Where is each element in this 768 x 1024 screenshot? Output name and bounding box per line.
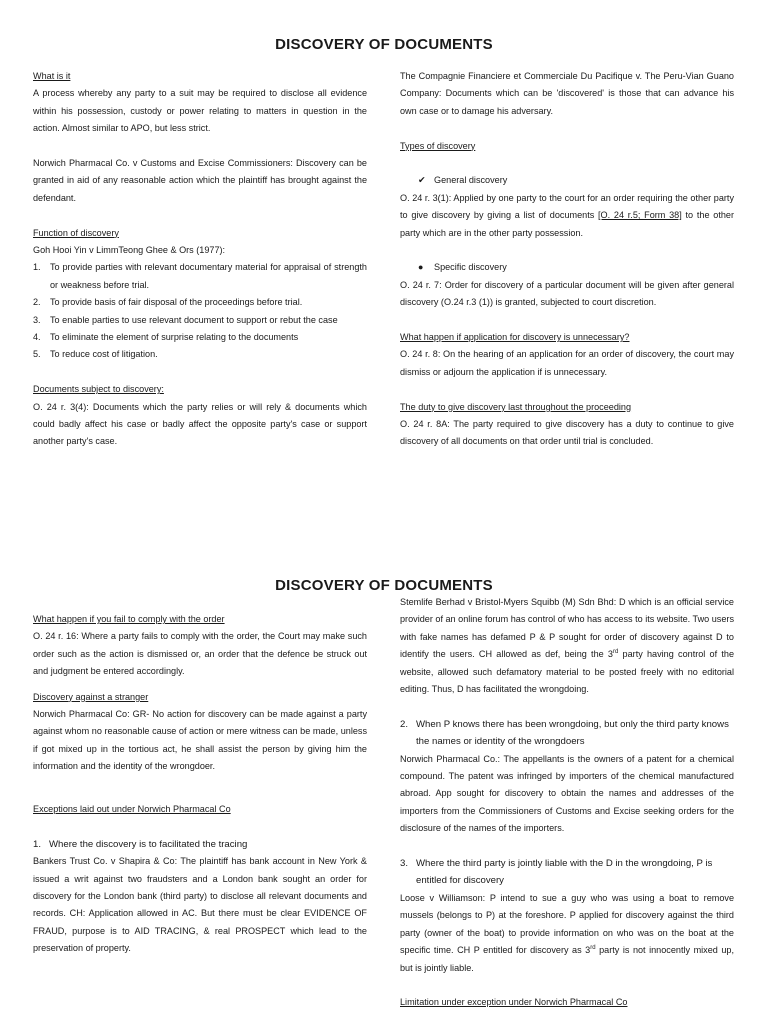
- paragraph-duty: O. 24 r. 8A: The party required to give discovery has a duty to continue to give discovery of all documents on that order until trial is concluded.: [400, 419, 734, 447]
- paragraph-subject: O. 24 r. 3(4): Documents which the party relies or will rely & documents which could badly affect his case or badly affect the opposite party's case or support another party's case.: [33, 401, 367, 447]
- list-item: 1. To provide parties with relevant documentary material for appraisal of strength or weakness before trial.: [33, 262, 367, 290]
- exception-2-heading: 2. When P knows there has been wrongdoing, but only the third party knows the names or identity of the wrongdoers: [400, 718, 729, 748]
- section-heading-exceptions: Exceptions laid out under Norwich Pharmacal Co: [33, 804, 231, 815]
- paragraph-exception-3: Loose v Williamson: P intend to sue a guy who was using a boat to remove mussels (belongs to P) at the foreshore. P applied for discovery against the third party (owner of the boat) to provide information on who was on the boat at the specific time. CH P entitled for discovery as 3rd party is not innocently mixed up, but is jointly liable.: [400, 892, 734, 973]
- paragraph-compagnie: The Compagnie Financiere et Commerciale Du Pacifique v. The Peru-Vian Guano Company: Documents which can be 'discovered' is those that can advance his own case or to damage his adversary.: [400, 71, 734, 116]
- list-item: 5. To reduce cost of litigation.: [33, 349, 158, 360]
- section-heading-unnecessary: What happen if application for discovery is unnecessary?: [400, 332, 630, 343]
- exception-1-heading: 1. Where the discovery is to facilitated the tracing: [33, 838, 248, 850]
- section-heading-duty: The duty to give discovery last throughout the proceeding: [400, 401, 632, 412]
- section-heading-what-is-it: What is it: [33, 71, 71, 81]
- paragraph-exception-1: Bankers Trust Co. v Shapira & Co: The plaintiff has bank account in New York & issued a writ against two fraudsters and a London bank sought an order for discovery for the London bank (third party) to disclose all relevant documents and records. CH: Application allowed in AC. But there must be clear EVIDENCE OF FRAUD, purpose is to AID TRACING, & real PROSPECT which lead to the preservation of property.: [33, 856, 367, 954]
- paragraph-unnecessary: O. 24 r. 8: On the hearing of an application for an order of discovery, the court may dismiss or adjourn the application if is unnecessary.: [400, 349, 734, 377]
- paragraph-what-is-it: A process whereby any party to a suit may be required to disclose all evidence within his possession, custody or power relating to matters in question in the action. Almost similar to APO, but less strict.: [33, 88, 367, 134]
- paragraph-specific: O. 24 r. 7: Order for discovery of a particular document will be given after general discovery (O.24 r.3 (1)) is granted, subjected to court discretion.: [400, 279, 734, 308]
- general-discovery-item: ✔ General discovery: [400, 172, 734, 189]
- bullet-icon: ●: [418, 262, 424, 273]
- right-column: [400, 68, 734, 451]
- paragraph-stranger: Norwich Pharmacal Co: GR- No action for discovery can be made against a party against whom no reasonable cause of action or mere witness can be made, unless if got mixed up in the tortious act, he shall assist the person by giving him the information and the identity of the wrongdoer.: [33, 709, 367, 772]
- function-list: [33, 259, 367, 363]
- section-heading-function: Function of discovery: [33, 227, 119, 238]
- paragraph-norwich: Norwich Pharmacal Co. v Customs and Excise Commissioners: Discovery can be granted in aid of any reasonable action which the plaintiff has brought against the defendant.: [33, 158, 367, 203]
- case-citation: Goh Hooi Yin v LimmTeong Ghee & Ors (1977):: [33, 245, 226, 256]
- list-item: 2. To provide basis of fair disposal of the proceedings before trial.: [33, 297, 303, 308]
- paragraph-exception-2: Norwich Pharmacal Co.: The appellants is the owners of a patent for a chemical compound. The patent was infringed by importers of the chemical manufactured abroad. App sought for discovery to obtain the names and addresses of the importers from the Commissioners of Customs and Excise seeking orders for the disclosure of the names of the importers.: [400, 753, 734, 834]
- left-column: [33, 611, 367, 958]
- checkmark-icon: ✔: [418, 175, 426, 186]
- exception-3-heading: 3. Where the third party is jointly liable with the D in the wrongdoing, P is entitled for discovery: [400, 858, 713, 887]
- left-column: [33, 68, 367, 451]
- paragraph-fail: O. 24 r. 16: Where a party fails to comply with the order, the Court may make such order such as the action is dismissed or, an order that the defence be struck out and judgment be entered accordingly.: [33, 631, 367, 677]
- section-heading-types: Types of discovery: [400, 140, 476, 151]
- document-page-2: [0, 560, 768, 1024]
- page-title: DISCOVERY OF DOCUMENTS: [275, 36, 493, 53]
- specific-discovery-item: ● Specific discovery: [400, 259, 734, 276]
- section-heading-limitation: Limitation under exception under Norwich Pharmacal Co: [400, 997, 628, 1008]
- section-heading-subject: Documents subject to discovery:: [33, 384, 164, 395]
- section-heading-stranger: Discovery against a stranger: [33, 691, 149, 702]
- list-item: 4. To eliminate the element of surprise relating to the documents: [33, 332, 299, 343]
- section-heading-fail: What happen if you fail to comply with the order: [33, 614, 225, 624]
- list-item: 3. To enable parties to use relevant document to support or rebut the case: [33, 314, 338, 325]
- page-title: DISCOVERY OF DOCUMENTS: [275, 577, 493, 594]
- right-column: [400, 594, 734, 1012]
- paragraph-stemlife: Stemlife Berhad v Bristol-Myers Squibb (M) Sdn Bhd: D which is an official service provider of an online forum has control of who has access to its website. Two users with fake names has defamed P & P sought for order of discovery against D to identify the users. CH allowed as def, being the 3rd party having control of the website, allowed such defamatory material to be posted freely with no editorial editing. Thus, D has facilitated the wrongdoing.: [400, 597, 735, 695]
- paragraph-general: O. 24 r. 3(1): Applied by one party to the court for an order requiring the other party to give discovery by giving a list of documents [O. 24 r.5; Form 38] to the other party which are in the other party possession.: [400, 192, 734, 238]
